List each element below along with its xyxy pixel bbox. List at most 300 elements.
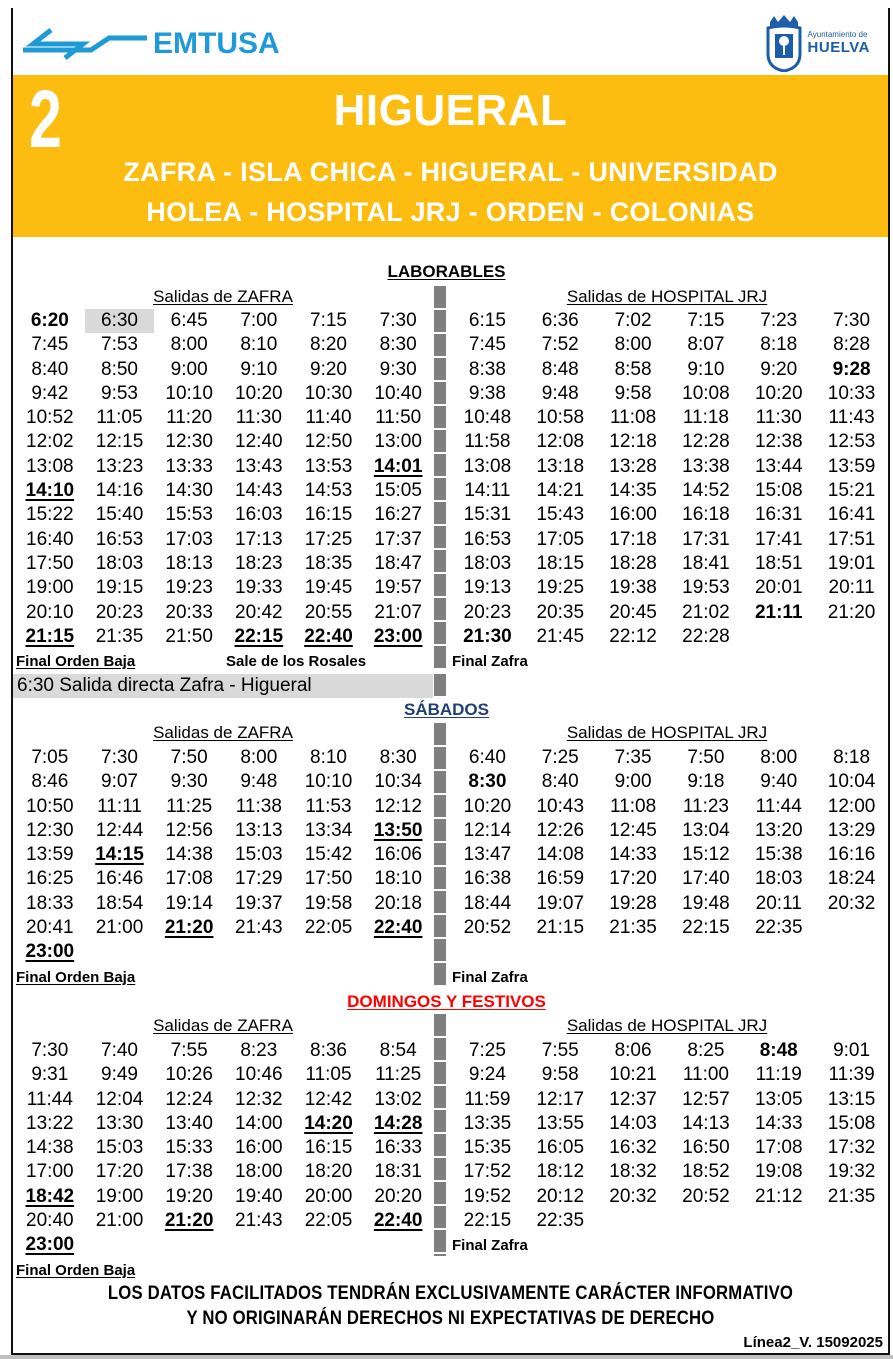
departure-time: 21:43 (235, 1210, 283, 1232)
departure-time: 11:30 (755, 407, 802, 429)
departure-time: 18:32 (609, 1161, 657, 1183)
departure-time: 17:40 (682, 868, 730, 890)
departure-time: 22:15 (463, 1210, 512, 1232)
empty-cell (742, 625, 815, 649)
departure-time: 13:00 (374, 431, 422, 453)
route-banner (13, 75, 888, 237)
empty-cell (294, 940, 364, 964)
departure-time: 20:40 (26, 1210, 74, 1232)
departure-time: 12:42 (304, 1088, 353, 1110)
departure-time: 13:22 (26, 1112, 74, 1134)
departure-time: 8:00 (240, 747, 278, 768)
huelva-logo (764, 14, 870, 72)
departure-time: 21:02 (682, 601, 730, 623)
departure-time: 13:38 (682, 455, 730, 477)
coat-of-arms-icon (764, 14, 804, 72)
departure-time: 8:07 (687, 334, 725, 356)
departure-time: 7:45 (31, 334, 69, 356)
departure-time: 18:23 (235, 552, 283, 574)
departure-time: 11:50 (375, 407, 422, 429)
departure-time: 14:53 (304, 480, 353, 502)
departure-time: 18:31 (374, 1161, 422, 1183)
departure-time: 20:00 (304, 1185, 353, 1207)
departure-time: 7:53 (101, 334, 138, 356)
departure-time: 10:10 (304, 771, 353, 793)
departure-time: 18:20 (304, 1161, 353, 1183)
departure-time: 8:54 (379, 1040, 417, 1061)
departure-time: 22:35 (754, 917, 803, 939)
departure-time: 23:00 (25, 941, 75, 963)
departure-time: 21:00 (95, 1210, 144, 1232)
departure-time: 16:41 (827, 504, 876, 526)
departure-time: 13:33 (165, 455, 213, 477)
departure-time: 12:28 (682, 431, 730, 453)
departure-time: 19:08 (754, 1161, 803, 1183)
departure-time: 7:05 (31, 747, 69, 768)
departure-time: 8:46 (31, 771, 69, 793)
departure-time: 13:59 (827, 455, 876, 477)
departure-time: 20:12 (536, 1185, 585, 1207)
section-title-sabados: SÁBADOS (403, 700, 489, 719)
empty-cell (154, 940, 224, 964)
departure-time: 20:20 (374, 1185, 422, 1207)
laborables-zafra-grid (15, 309, 433, 649)
departure-time: 7:02 (614, 310, 652, 331)
departure-time: 19:37 (235, 892, 283, 914)
empty-cell (363, 1233, 433, 1257)
departure-time: 11:38 (235, 795, 282, 817)
departure-time: 14:08 (536, 844, 585, 866)
departure-time: 16:31 (754, 504, 803, 526)
departure-time: 8:18 (833, 747, 871, 768)
departure-time: 8:40 (31, 358, 69, 380)
departure-time: 10:40 (374, 382, 422, 404)
departure-time: 13:35 (463, 1112, 512, 1134)
departure-time: 21:00 (95, 917, 144, 939)
empty-cell (363, 940, 433, 964)
departure-time: 7:35 (614, 747, 652, 768)
departure-time: 18:28 (609, 552, 657, 574)
departure-time: 16:38 (463, 868, 512, 890)
departure-time: 13:40 (165, 1112, 213, 1134)
departure-time: 17:51 (827, 528, 876, 550)
departure-time: 20:52 (682, 1185, 730, 1207)
departure-time: 8:40 (541, 771, 579, 793)
laborables-right-title: Salidas de HOSPITAL JRJ (566, 287, 768, 306)
departure-time: 9:31 (31, 1064, 69, 1086)
empty-cell (224, 1233, 294, 1257)
departure-time: 15:21 (827, 480, 876, 502)
departure-time: 20:45 (609, 601, 657, 623)
departure-time: 7:30 (101, 747, 138, 768)
departure-time: 13:59 (26, 844, 74, 866)
departure-time: 22:15 (682, 917, 730, 939)
departure-time: 19:32 (827, 1161, 876, 1183)
departure-time: 21:45 (536, 625, 585, 647)
departure-time: 18:42 (25, 1185, 75, 1207)
departure-time: 18:33 (26, 892, 74, 914)
departure-time: 11:25 (375, 1064, 422, 1086)
departure-time: 17:25 (304, 528, 353, 550)
departure-time: 19:07 (536, 892, 585, 914)
laborables-hospital-grid (451, 309, 888, 649)
departure-time: 12:04 (95, 1088, 144, 1110)
departure-time: 7:55 (541, 1040, 579, 1061)
departure-time: 8:10 (240, 334, 278, 356)
empty-cell (154, 1233, 224, 1257)
column-divider (434, 723, 446, 987)
sabados-left-note: Final Orden Baja (16, 969, 136, 986)
departure-time: 8:25 (687, 1040, 725, 1061)
departure-time: 12:56 (165, 819, 213, 841)
departure-time: 11:05 (305, 1064, 352, 1086)
departure-time: 9:00 (614, 771, 652, 793)
departure-time: 15:12 (682, 844, 730, 866)
domingos-left-note: Final Orden Baja (16, 1262, 136, 1279)
departure-time: 9:18 (687, 771, 725, 793)
departure-time: 14:01 (373, 455, 423, 477)
departure-time: 10:20 (235, 382, 283, 404)
departure-time: 13:44 (754, 455, 803, 477)
header (13, 10, 888, 75)
departure-time: 9:58 (541, 1064, 579, 1086)
departure-time: 7:23 (760, 310, 798, 331)
departure-time: 16:33 (374, 1137, 422, 1159)
departure-time: 11:59 (464, 1088, 511, 1110)
departure-time: 16:06 (374, 844, 422, 866)
column-divider (434, 1014, 446, 1256)
departure-time: 14:33 (609, 844, 657, 866)
departure-time: 11:19 (755, 1064, 802, 1086)
departure-time: 10:26 (165, 1064, 213, 1086)
departure-time: 9:42 (31, 382, 69, 404)
departure-time: 7:25 (541, 747, 579, 768)
departure-time: 11:08 (610, 795, 657, 817)
departure-time: 13:15 (827, 1088, 876, 1110)
departure-time: 19:48 (682, 892, 730, 914)
departure-time: 13:04 (682, 819, 730, 841)
departure-time: 16:32 (609, 1137, 657, 1159)
departure-time: 19:00 (95, 1185, 144, 1207)
departure-time: 18:35 (304, 552, 353, 574)
departure-time: 17:18 (609, 528, 657, 550)
departure-time: 11:05 (96, 407, 143, 429)
domingos-right-note: Final Zafra (452, 1237, 528, 1254)
departure-time: 8:30 (468, 771, 507, 793)
departure-time: 17:08 (165, 868, 213, 890)
departure-time: 17:50 (26, 552, 74, 574)
departure-time: 12:53 (827, 431, 876, 453)
departure-time: 11:43 (828, 407, 875, 429)
departure-time: 15:08 (754, 480, 803, 502)
departure-time: 6:20 (30, 310, 69, 331)
departure-time: 8:50 (101, 358, 138, 380)
departure-time: 12:15 (95, 431, 144, 453)
departure-time: 11:00 (682, 1064, 729, 1086)
laborables-left-note: Final Orden Baja (16, 653, 136, 670)
departure-time: 17:20 (95, 1161, 144, 1183)
departure-time: 14:11 (464, 480, 511, 502)
sabados-right-note: Final Zafra (452, 969, 528, 986)
departure-time: 17:13 (235, 528, 283, 550)
departure-time: 8:30 (379, 747, 417, 768)
departure-time: 15:08 (827, 1112, 876, 1134)
departure-time: 17:38 (165, 1161, 213, 1183)
departure-time: 12:37 (609, 1088, 657, 1110)
departure-time: 14:03 (609, 1112, 657, 1134)
sabados-hospital-grid (451, 746, 888, 940)
departure-time: 14:52 (682, 480, 730, 502)
departure-time: 17:03 (165, 528, 213, 550)
departure-time: 14:38 (26, 1137, 74, 1159)
departure-time: 7:50 (170, 747, 208, 768)
empty-cell (670, 1209, 743, 1233)
direct-departure-note: 6:30 Salida directa Zafra - Higueral (13, 674, 433, 698)
departure-time: 19:15 (95, 577, 144, 599)
departure-time: 9:07 (101, 771, 138, 793)
departure-time: 17:50 (304, 868, 353, 890)
departure-time: 15:31 (463, 504, 512, 526)
departure-time: 22:35 (536, 1210, 585, 1232)
departure-time: 12:08 (536, 431, 585, 453)
departure-time: 13:43 (235, 455, 283, 477)
departure-time: 14:16 (95, 480, 144, 502)
departure-time: 9:01 (833, 1040, 871, 1061)
departure-time: 12:57 (682, 1088, 730, 1110)
departure-time: 14:20 (304, 1112, 353, 1134)
disclaimer-line1: LOS DATOS FACILITADOS TENDRÁN EXCLUSIVAMENTE CARÁCTER INFORMATIVO (107, 1283, 794, 1304)
departure-time: 12:30 (26, 819, 74, 841)
section-title-laborables: LABORABLES (387, 262, 506, 281)
departure-time: 18:41 (682, 552, 730, 574)
route-name: HIGUERAL (333, 86, 568, 135)
departure-time: 12:40 (235, 431, 283, 453)
departure-time: 16:15 (304, 1137, 353, 1159)
departure-time: 10:50 (26, 795, 74, 817)
departure-time: 23:00 (25, 1234, 75, 1256)
empty-cell (294, 1233, 364, 1257)
departure-time: 19:28 (609, 892, 657, 914)
departure-time: 12:30 (165, 431, 213, 453)
departure-time: 13:29 (827, 819, 876, 841)
departure-time: 23:00 (373, 625, 423, 647)
departure-time: 13:34 (304, 819, 353, 841)
departure-time: 13:20 (754, 819, 803, 841)
departure-time: 16:15 (304, 504, 353, 526)
departure-time: 9:20 (310, 358, 347, 380)
departure-time: 21:20 (827, 601, 876, 623)
city-label-small: Ayuntamiento de (807, 30, 868, 39)
departure-time: 20:42 (235, 601, 283, 623)
column-divider (434, 674, 446, 698)
departure-time: 8:36 (310, 1040, 347, 1061)
departure-time: 12:18 (609, 431, 657, 453)
departure-time: 17:08 (754, 1137, 803, 1159)
departure-time: 18:10 (374, 868, 422, 890)
departure-time: 11:53 (305, 795, 352, 817)
departure-time: 20:18 (374, 892, 422, 914)
page-bottom-edge (0, 1355, 893, 1359)
departure-time: 8:48 (759, 1040, 798, 1061)
departure-time: 18:13 (165, 552, 213, 574)
departure-time: 9:20 (760, 358, 798, 380)
sabados-zafra-grid (15, 746, 433, 965)
departure-time: 16:00 (235, 1137, 283, 1159)
departure-time: 13:13 (235, 819, 283, 841)
departure-time: 19:45 (304, 577, 353, 599)
departure-time: 16:05 (536, 1137, 585, 1159)
departure-time: 9:00 (170, 358, 208, 380)
laborables-right-note: Final Zafra (452, 653, 528, 670)
departure-time: 12:00 (827, 795, 876, 817)
departure-time: 15:33 (165, 1137, 213, 1159)
departure-time: 21:15 (25, 625, 75, 647)
departure-time: 19:58 (304, 892, 353, 914)
departure-time: 10:20 (463, 795, 512, 817)
departure-time: 19:53 (682, 577, 730, 599)
route-number: 2 (29, 74, 62, 165)
departure-time: 9:53 (101, 382, 138, 404)
departure-time: 15:43 (536, 504, 585, 526)
domingos-zafra-grid (15, 1039, 433, 1258)
departure-time: 20:01 (754, 577, 803, 599)
departure-time: 9:49 (101, 1064, 138, 1086)
departure-time: 21:35 (609, 917, 657, 939)
departure-time: 8:18 (760, 334, 798, 356)
departure-time: 14:28 (373, 1112, 423, 1134)
departure-time: 13:05 (754, 1088, 803, 1110)
departure-time: 11:23 (682, 795, 729, 817)
departure-time: 19:13 (463, 577, 512, 599)
departure-time: 9:28 (832, 358, 871, 380)
departure-time: 9:38 (468, 382, 506, 404)
departure-time: 10:43 (536, 795, 585, 817)
departure-time: 17:20 (609, 868, 657, 890)
departure-time: 21:20 (164, 917, 214, 939)
departure-time: 14:43 (235, 480, 283, 502)
departure-time: 19:40 (235, 1185, 283, 1207)
departure-time: 10:58 (536, 407, 585, 429)
empty-cell (815, 1209, 888, 1233)
departure-time: 18:00 (235, 1161, 283, 1183)
departure-time: 17:32 (827, 1137, 876, 1159)
sabados-right-title: Salidas de HOSPITAL JRJ (566, 723, 768, 742)
departure-time: 11:08 (610, 407, 657, 429)
departure-time: 19:00 (26, 577, 74, 599)
departure-time: 14:15 (95, 844, 144, 866)
departure-time: 9:58 (614, 382, 652, 404)
departure-time: 12:24 (165, 1088, 213, 1110)
laborables-left-title: Salidas de ZAFRA (153, 287, 293, 306)
departure-time: 13:08 (463, 455, 512, 477)
departure-time: 11:58 (464, 431, 511, 453)
domingos-hospital-grid (451, 1039, 888, 1233)
departure-time: 21:12 (754, 1185, 803, 1207)
departure-time: 8:30 (379, 334, 417, 356)
departure-time: 12:17 (536, 1088, 585, 1110)
departure-time: 13:23 (95, 455, 144, 477)
departure-time: 16:53 (95, 528, 144, 550)
departure-time: 12:14 (463, 819, 512, 841)
departure-time: 9:30 (379, 358, 417, 380)
departure-time: 18:12 (536, 1161, 585, 1183)
departure-time: 7:25 (468, 1040, 506, 1061)
departure-time: 12:32 (235, 1088, 283, 1110)
departure-time: 10:30 (304, 382, 353, 404)
departure-time: 17:52 (463, 1161, 512, 1183)
departure-time: 22:40 (373, 1210, 423, 1232)
city-label: HUELVA (807, 39, 870, 56)
departure-time: 22:05 (304, 917, 353, 939)
departure-time: 22:40 (304, 625, 353, 647)
departure-time: 9:40 (760, 771, 798, 793)
departure-time: 10:10 (165, 382, 213, 404)
departure-time: 9:10 (240, 358, 278, 380)
departure-time: 7:30 (833, 310, 871, 331)
departure-time: 12:26 (536, 819, 585, 841)
departure-time: 14:33 (754, 1112, 803, 1134)
departure-time: 14:38 (165, 844, 213, 866)
departure-time: 16:27 (374, 504, 422, 526)
departure-time: 17:29 (235, 868, 283, 890)
departure-time: 7:55 (170, 1040, 208, 1061)
departure-time: 22:28 (682, 625, 730, 647)
departure-time: 14:10 (25, 480, 75, 502)
departure-time: 9:48 (541, 382, 579, 404)
departure-time: 7:15 (687, 310, 725, 331)
departure-time: 17:05 (536, 528, 585, 550)
departure-time: 11:18 (682, 407, 729, 429)
departure-time: 21:43 (235, 917, 283, 939)
departure-time: 19:20 (165, 1185, 213, 1207)
departure-time: 20:11 (828, 577, 875, 599)
departure-time: 15:03 (95, 1137, 144, 1159)
departure-time: 8:10 (310, 747, 347, 768)
departure-time: 20:23 (95, 601, 144, 623)
departure-time: 15:42 (304, 844, 353, 866)
departure-time: 11:44 (26, 1088, 73, 1110)
domingos-left-title: Salidas de ZAFRA (153, 1016, 293, 1035)
column-divider (434, 286, 446, 670)
departure-time: 15:53 (165, 504, 213, 526)
departure-time: 20:35 (536, 601, 585, 623)
departure-time: 10:34 (374, 771, 422, 793)
departure-time: 7:15 (310, 310, 347, 331)
departure-time: 22:12 (609, 625, 657, 647)
departure-time: 7:45 (468, 334, 506, 356)
departure-time: 7:30 (379, 310, 417, 331)
laborables-middle-note: Sale de los Rosales (226, 653, 367, 670)
departure-time: 18:24 (827, 868, 876, 890)
departure-time: 6:15 (468, 310, 506, 331)
departure-time: 14:00 (235, 1112, 283, 1134)
departure-time: 16:50 (682, 1137, 730, 1159)
departure-time: 18:52 (682, 1161, 730, 1183)
route-stops-line2: HOLEA - HOSPITAL JRJ - ORDEN - COLONIAS (146, 197, 755, 227)
section-title-domingos: DOMINGOS Y FESTIVOS (347, 992, 546, 1011)
departure-time: 18:03 (95, 552, 144, 574)
departure-time: 20:41 (26, 917, 74, 939)
departure-time: 15:38 (754, 844, 803, 866)
empty-cell (224, 940, 294, 964)
departure-time: 13:53 (304, 455, 353, 477)
departure-time: 10:20 (754, 382, 803, 404)
disclaimer-line2: Y NO ORIGINARÁN DERECHOS NI EXPECTATIVAS DE DERECHO (186, 1308, 715, 1329)
departure-time: 19:23 (165, 577, 213, 599)
route-stops-line1: ZAFRA - ISLA CHICA - HIGUERAL - UNIVERSIDAD (123, 157, 778, 187)
departure-time: 9:10 (687, 358, 725, 380)
departure-time: 11:20 (166, 407, 213, 429)
